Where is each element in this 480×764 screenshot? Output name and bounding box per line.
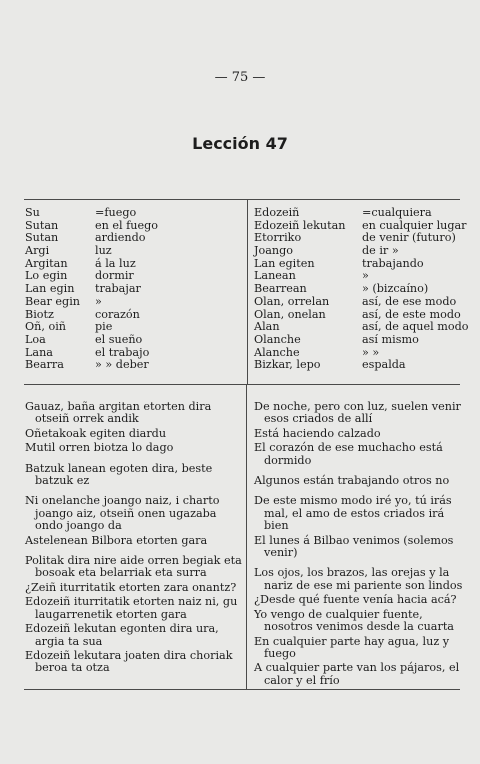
vocab-meaning: » » <box>362 345 380 359</box>
sentence: Está haciendo calzado <box>254 426 381 440</box>
sentence: Edozeiñ lekutan egonten dira ura, argia ta sua <box>25 622 219 648</box>
sentence: ¿Desde qué fuente venía hacia acá? <box>254 593 457 607</box>
vocab-row <box>254 320 469 334</box>
vocab-term: Bear egin <box>25 294 80 308</box>
vocab-term: Lana <box>25 345 53 359</box>
vocab-meaning: á la luz <box>95 256 136 270</box>
vocab-term: Biotz <box>25 307 54 321</box>
sentence: Astelenean Bilbora etorten gara <box>25 533 208 547</box>
lesson-title: Lección 47 <box>192 134 288 153</box>
vocab-meaning: de venir (futuro) <box>362 231 456 245</box>
vocab-divider <box>247 199 248 384</box>
page-number: — 75 — <box>214 70 266 85</box>
vocab-meaning: así, de aquel modo <box>362 320 469 334</box>
sentence: Gauaz, baña argitan etorten dira otseiñ orrek andik <box>25 400 212 426</box>
vocab-row <box>254 334 466 347</box>
vocab-term: Alanche <box>254 345 300 359</box>
vocab-meaning: » (bizcaíno) <box>362 282 429 296</box>
vocab-row <box>254 296 466 309</box>
vocab-meaning: espalda <box>362 358 406 372</box>
vocab-meaning: el trabajo <box>95 345 150 359</box>
vocab-row <box>254 245 466 258</box>
vocab-row <box>25 207 243 220</box>
sentence: El lunes á Bilbao venimos (solemos venir) <box>254 533 454 560</box>
vocab-meaning: =cualquiera <box>362 206 432 219</box>
vocab-row <box>254 359 466 372</box>
vocab-term: Joango <box>254 244 293 258</box>
vocab-row <box>254 207 466 220</box>
bottom-rule <box>24 689 460 690</box>
vocab-row <box>25 283 243 296</box>
sentence: En cualquier parte hay agua, luz y fuego <box>254 634 450 660</box>
vocab-meaning: » » deber <box>95 358 149 372</box>
vocab-row <box>25 321 243 334</box>
vocabulary-left-column <box>25 207 243 372</box>
sentence: Ni onelanche joango naiz, i charto joango aiz, otseiñ onen ugazaba ondo joango da <box>25 494 220 533</box>
vocab-meaning: pie <box>95 320 113 334</box>
vocab-term: Sutan <box>25 231 59 245</box>
vocab-row <box>25 334 243 347</box>
basque-sentences-column <box>25 401 243 677</box>
sentence: De noche, pero con luz, suelen venir esos criados de allí <box>254 400 461 426</box>
sentence: Mutil orren biotza lo dago <box>25 441 174 455</box>
vocab-term: Bearrean <box>254 282 307 296</box>
vocab-term: Argitan <box>25 256 68 270</box>
vocab-row <box>25 232 243 245</box>
vocab-meaning: luz <box>95 244 112 258</box>
sentence: Edozeiñ lekutara joaten dira choriak beroa ta otza <box>25 648 233 675</box>
sentence: De este mismo modo iré yo, tú irás mal, el amo de estos criados irá bien <box>254 494 452 533</box>
vocab-meaning: ardiendo <box>95 231 146 245</box>
vocab-term: Argi <box>25 244 50 258</box>
spanish-sentences-column <box>254 401 470 689</box>
vocabulary-right-column <box>254 206 469 372</box>
vocab-row <box>25 245 243 258</box>
sentence: Batzuk lanean egoten dira, beste batzuk ez <box>25 461 213 488</box>
top-rule <box>24 199 460 200</box>
vocab-meaning: » <box>362 269 369 283</box>
sentence: El corazón de ese muchacho está dormido <box>254 441 443 467</box>
sentence: Oñetakoak egiten diardu <box>25 426 167 440</box>
vocab-meaning: trabajar <box>95 282 141 296</box>
vocab-term: Edozeiñ <box>254 206 300 219</box>
vocab-term: Sutan <box>25 218 59 232</box>
vocab-row <box>25 359 243 372</box>
vocab-term: Bizkar, lepo <box>254 358 321 372</box>
vocab-meaning: dormir <box>95 269 134 283</box>
vocab-term: Su <box>25 206 40 219</box>
vocab-meaning: así, de este modo <box>362 307 461 321</box>
vocab-term: Lan egiten <box>254 256 315 270</box>
sentence: Politak dira nire aide orren begiak eta bosoak eta belarriak eta surra <box>25 554 242 580</box>
sentence: A cualquier parte van los pájaros, el calor y el frío <box>254 661 460 687</box>
vocab-term: Olan, onelan <box>254 307 326 321</box>
vocab-term: Lan egin <box>25 282 75 296</box>
sentence-divider <box>246 384 247 689</box>
vocab-term: Edozeiñ lekutan <box>254 218 346 232</box>
vocab-term: Lo egin <box>25 269 68 283</box>
vocab-term: Olan, orrelan <box>254 294 330 308</box>
sentence: ¿Zeiñ iturritatik etorten zara onantz? <box>25 580 237 594</box>
vocab-meaning: corazón <box>95 307 140 321</box>
vocab-meaning: así mismo <box>362 332 419 346</box>
vocab-term: Bearra <box>25 358 64 372</box>
vocab-meaning: así, de ese modo <box>362 294 457 308</box>
vocab-meaning: en el fuego <box>95 218 159 232</box>
vocab-term: Etorriko <box>254 231 302 245</box>
vocab-row <box>254 283 466 296</box>
middle-rule <box>24 384 460 385</box>
vocab-term: Olanche <box>254 332 301 346</box>
sentence: Algunos están trabajando otros no <box>254 474 450 488</box>
vocab-term: Alan <box>254 320 280 334</box>
vocab-meaning: » <box>95 294 102 308</box>
vocab-meaning: de ir » <box>362 244 399 258</box>
vocab-term: Oñ, oiñ <box>25 320 67 334</box>
sentence: Edozeiñ iturritatik etorten naiz ni, gu laugarrenetik etorten gara <box>25 595 238 621</box>
vocab-term: Lanean <box>254 269 296 283</box>
vocab-meaning: =fuego <box>95 206 137 219</box>
sentence: Yo vengo de cualquier fuente, nosotros venimos desde la cuarta <box>254 607 454 634</box>
vocab-row <box>25 296 243 309</box>
vocab-meaning: trabajando <box>362 256 424 270</box>
sentence: Los ojos, los brazos, las orejas y la nariz de ese mi pariente son lindos <box>254 566 463 592</box>
vocab-meaning: en cualquier lugar <box>362 218 467 232</box>
vocab-term: Loa <box>25 332 46 346</box>
vocab-meaning: el sueño <box>95 332 143 346</box>
